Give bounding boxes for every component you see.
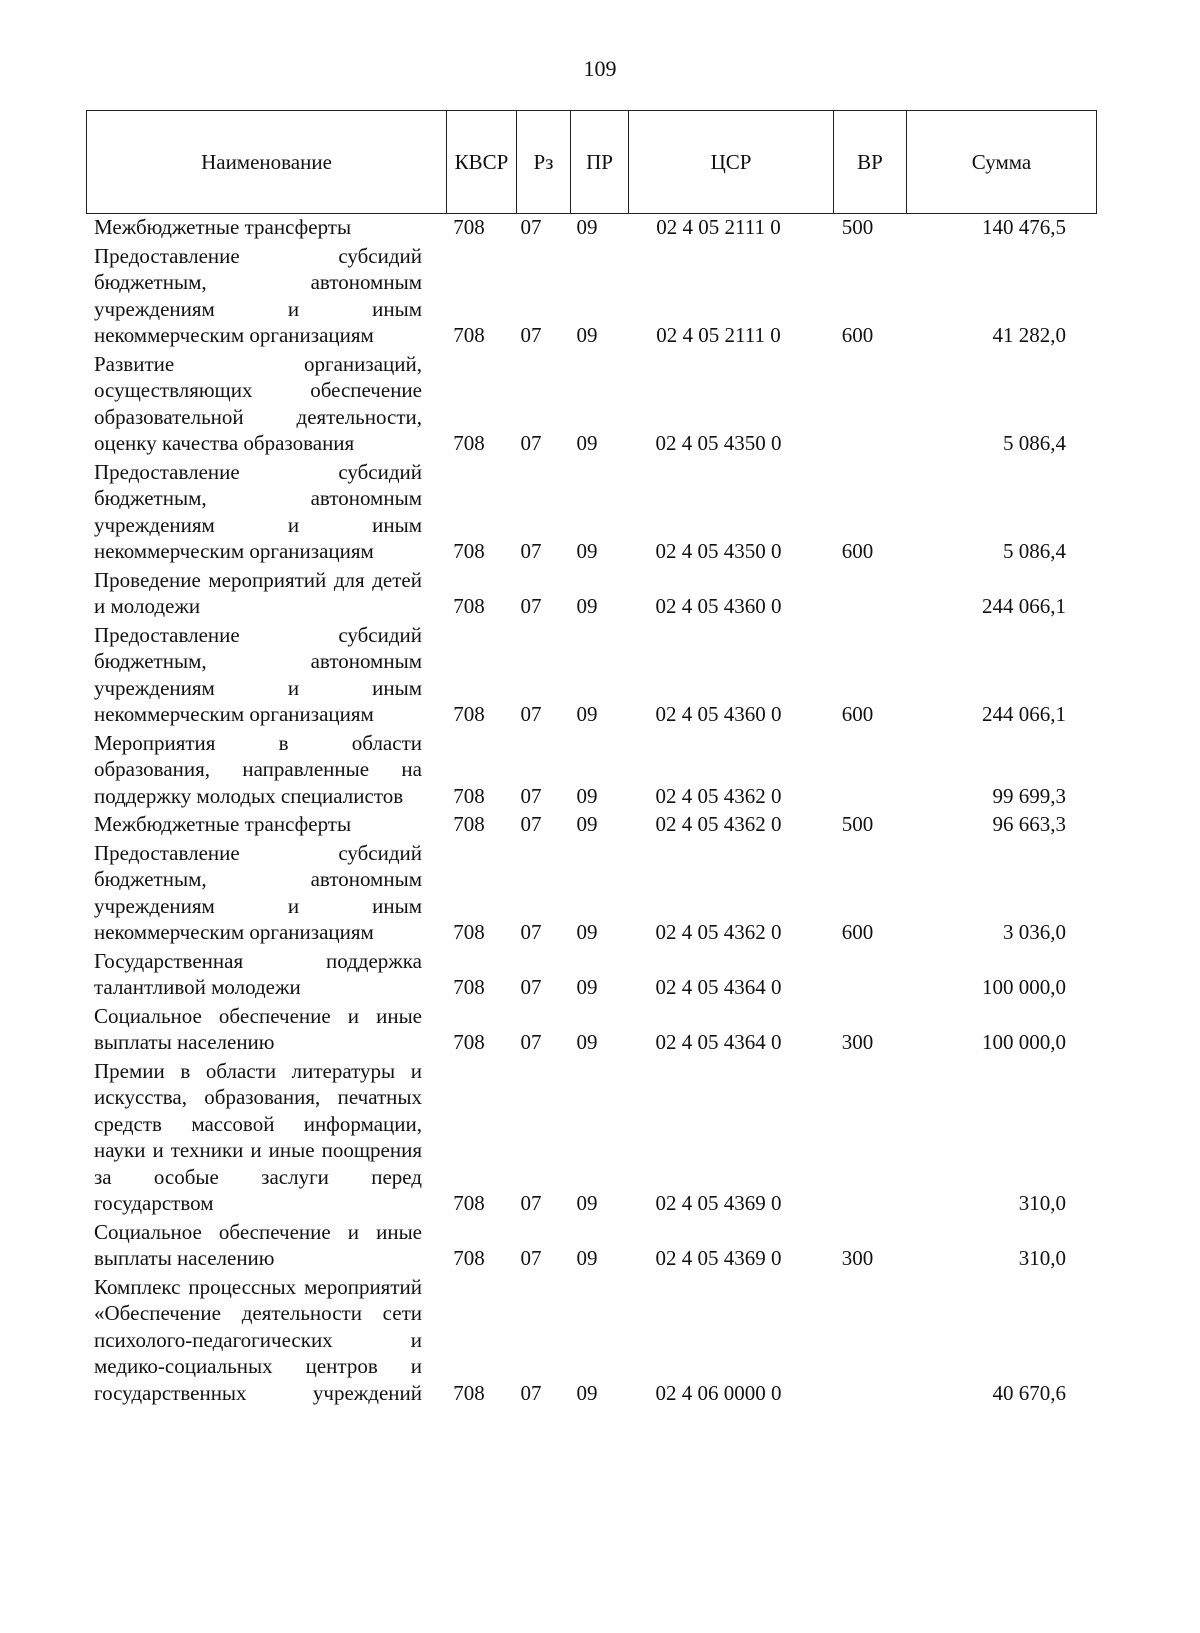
table-row xyxy=(86,1056,1126,1217)
header-vr: ВР xyxy=(834,111,907,214)
table-row xyxy=(86,946,1126,1001)
row-sum: 310,0 xyxy=(1018,1191,1066,1215)
row-csr: 02 4 05 4364 0 xyxy=(655,1030,782,1054)
row-csr: 02 4 05 2111 0 xyxy=(656,215,781,239)
row-name: Предоставление субсидий бюджетным, автономным учреждениям и иным некоммерческим организациям xyxy=(94,243,428,347)
row-kvsr: 708 xyxy=(453,539,485,563)
row-name: Межбюджетные трансферты xyxy=(94,812,352,836)
row-sum: 140 476,5 xyxy=(982,215,1066,239)
row-sum: 99 699,3 xyxy=(992,783,1066,808)
row-csr: 02 4 05 4362 0 xyxy=(655,920,782,944)
row-csr: 02 4 06 0000 0 xyxy=(655,1380,782,1405)
row-sum: 5 086,4 xyxy=(1003,539,1066,563)
header-kvsr: КВСР xyxy=(447,111,517,214)
row-pr: 09 xyxy=(576,702,598,726)
row-rz: 07 xyxy=(520,702,542,726)
table-row xyxy=(86,728,1126,810)
row-sum: 244 066,1 xyxy=(982,594,1066,618)
row-vr: 300 xyxy=(841,1030,874,1054)
row-name: Комплекс процессных мероприятий «Обеспечение деятельности сети психолого-педагогических и медико-социальных центров и государственных учреждений xyxy=(94,1274,428,1405)
row-kvsr: 708 xyxy=(453,1380,485,1405)
table-row xyxy=(86,1272,1126,1407)
row-vr: 300 xyxy=(841,1246,874,1270)
header-csr: ЦСР xyxy=(629,111,834,214)
row-name: Социальное обеспечение и иные выплаты населению xyxy=(94,1219,428,1270)
row-csr: 02 4 05 4369 0 xyxy=(655,1246,782,1270)
row-pr: 09 xyxy=(576,920,598,944)
table-row xyxy=(86,1217,1126,1272)
row-pr: 09 xyxy=(576,783,598,808)
row-kvsr: 708 xyxy=(453,431,485,455)
row-name: Государственная поддержка талантливой молодежи xyxy=(94,948,428,999)
row-rz: 07 xyxy=(520,539,542,563)
row-pr: 09 xyxy=(576,539,598,563)
row-kvsr: 708 xyxy=(453,1030,485,1054)
row-csr: 02 4 05 4369 0 xyxy=(655,1191,782,1215)
row-rz: 07 xyxy=(520,323,542,347)
header-pr: ПР xyxy=(571,111,629,214)
table-row xyxy=(86,565,1126,620)
row-csr: 02 4 05 4362 0 xyxy=(655,812,782,836)
row-kvsr: 708 xyxy=(453,702,485,726)
row-name: Премии в области литературы и искусства, образования, печатных средств массовой информации, науки и техники и иные поощрения за особые заслуги перед государством xyxy=(94,1058,428,1215)
row-csr: 02 4 05 4350 0 xyxy=(655,539,782,563)
row-kvsr: 708 xyxy=(453,594,485,618)
row-pr: 09 xyxy=(576,323,598,347)
row-kvsr: 708 xyxy=(453,215,485,239)
row-sum: 96 663,3 xyxy=(992,812,1066,836)
row-name: Предоставление субсидий бюджетным, автономным учреждениям и иным некоммерческим организациям xyxy=(94,459,428,563)
row-kvsr: 708 xyxy=(453,783,485,808)
header-sum: Сумма xyxy=(907,111,1097,214)
row-pr: 09 xyxy=(576,812,598,836)
row-name: Предоставление субсидий бюджетным, автономным учреждениям и иным некоммерческим организациям xyxy=(94,840,428,944)
row-sum: 5 086,4 xyxy=(1003,431,1066,455)
row-vr: 600 xyxy=(841,702,874,726)
row-sum: 100 000,0 xyxy=(982,1030,1066,1054)
row-rz: 07 xyxy=(520,812,542,836)
row-name: Проведение мероприятий для детей и молодежи xyxy=(94,567,428,618)
table-body xyxy=(86,212,1126,1406)
row-kvsr: 708 xyxy=(453,812,485,836)
row-name: Межбюджетные трансферты xyxy=(94,215,352,239)
row-kvsr: 708 xyxy=(453,975,485,999)
row-rz: 07 xyxy=(520,431,542,455)
row-vr: 600 xyxy=(841,920,874,944)
row-rz: 07 xyxy=(520,1030,542,1054)
table-header xyxy=(86,110,1097,214)
row-pr: 09 xyxy=(576,1191,598,1215)
row-kvsr: 708 xyxy=(453,323,485,347)
row-pr: 09 xyxy=(576,594,598,618)
row-rz: 07 xyxy=(520,1246,542,1270)
row-rz: 07 xyxy=(520,594,542,618)
row-vr: 500 xyxy=(841,215,874,239)
table-row xyxy=(86,241,1126,349)
row-rz: 07 xyxy=(520,783,542,808)
row-vr: 600 xyxy=(841,323,874,347)
table-row xyxy=(86,457,1126,565)
row-sum: 3 036,0 xyxy=(1003,920,1066,944)
row-sum: 41 282,0 xyxy=(992,323,1066,347)
page-number: 109 xyxy=(583,56,617,81)
row-kvsr: 708 xyxy=(453,1246,485,1270)
row-vr: 500 xyxy=(841,812,874,836)
row-rz: 07 xyxy=(520,920,542,944)
row-name: Социальное обеспечение и иные выплаты населению xyxy=(94,1003,428,1054)
row-pr: 09 xyxy=(576,975,598,999)
table-row xyxy=(86,809,1126,838)
row-name: Предоставление субсидий бюджетным, автономным учреждениям и иным некоммерческим организациям xyxy=(94,622,428,726)
row-pr: 09 xyxy=(576,215,598,239)
row-vr: 600 xyxy=(841,539,874,563)
row-csr: 02 4 05 4360 0 xyxy=(655,594,782,618)
row-csr: 02 4 05 4360 0 xyxy=(655,702,782,726)
row-rz: 07 xyxy=(520,215,542,239)
row-pr: 09 xyxy=(576,431,598,455)
table-row xyxy=(86,838,1126,946)
row-csr: 02 4 05 4362 0 xyxy=(655,783,782,808)
row-sum: 310,0 xyxy=(1018,1246,1066,1270)
row-csr: 02 4 05 4364 0 xyxy=(655,975,782,999)
row-kvsr: 708 xyxy=(453,920,485,944)
row-name: Мероприятия в области образования, направленные на поддержку молодых специалистов xyxy=(94,730,428,808)
row-pr: 09 xyxy=(576,1380,598,1405)
row-sum: 100 000,0 xyxy=(982,975,1066,999)
row-rz: 07 xyxy=(520,1191,542,1215)
table-row xyxy=(86,212,1126,241)
header-name: Наименование xyxy=(87,111,447,214)
row-kvsr: 708 xyxy=(453,1191,485,1215)
table-row xyxy=(86,349,1126,457)
row-sum: 40 670,6 xyxy=(992,1380,1066,1405)
row-csr: 02 4 05 4350 0 xyxy=(655,431,782,455)
row-sum: 244 066,1 xyxy=(982,702,1066,726)
row-pr: 09 xyxy=(576,1030,598,1054)
table-row xyxy=(86,620,1126,728)
header-rz: Рз xyxy=(517,111,571,214)
row-rz: 07 xyxy=(520,975,542,999)
row-csr: 02 4 05 2111 0 xyxy=(656,323,781,347)
table-row xyxy=(86,1001,1126,1056)
row-name: Развитие организаций, осуществляющих обеспечение образовательной деятельности, оценку качества образования xyxy=(94,351,428,455)
row-rz: 07 xyxy=(520,1380,542,1405)
row-pr: 09 xyxy=(576,1246,598,1270)
